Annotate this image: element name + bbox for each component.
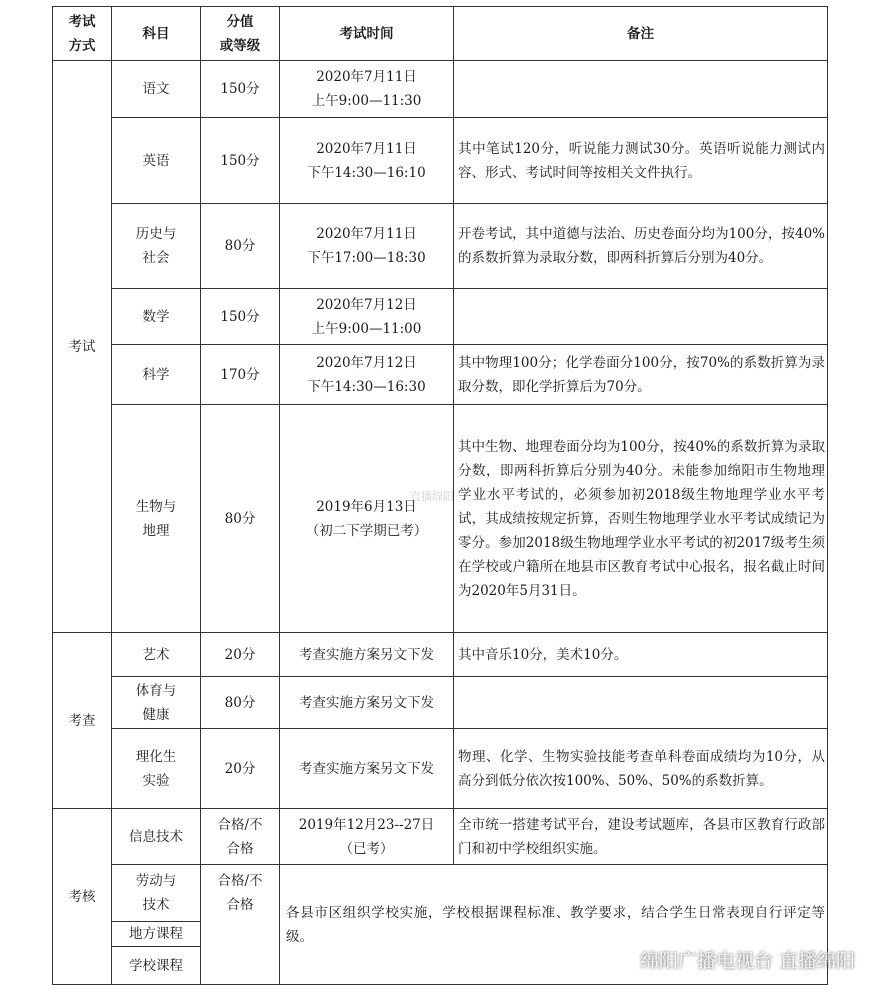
note-cell: 物理、化学、生物实验技能考查单科卷面成绩均为10分，从高分到低分依次按100%、50%、50%的系数折算。 — [454, 729, 828, 809]
table-row — [53, 118, 828, 204]
note-cell: 开卷考试，其中道德与法治、历史卷面分均为100分，按40%的系数折算为录取分数，即两科折算后分别为40分。 — [454, 204, 828, 289]
header-method: 考试 方式 — [53, 7, 112, 61]
table-row — [53, 289, 828, 345]
subject-cell: 劳动与 技术 — [112, 865, 201, 922]
subject-cell: 生物与 地理 — [112, 405, 201, 633]
table-row — [53, 677, 828, 729]
group-exam: 考试 — [53, 61, 112, 633]
time-cell: 2020年7月11日 下午17:00—18:30 — [280, 204, 454, 289]
score-cell: 170分 — [201, 345, 280, 405]
table-row — [53, 405, 828, 633]
note-cell — [454, 61, 828, 118]
table-row — [53, 204, 828, 289]
subject-cell: 地方课程 — [112, 922, 201, 947]
header-subject: 科目 — [112, 7, 201, 61]
faint-stamp: 直播绵阳 — [410, 490, 454, 503]
table-row — [53, 809, 828, 865]
note-cell — [454, 289, 828, 345]
score-cell: 合格/不 合格 — [201, 809, 280, 865]
score-cell: 20分 — [201, 633, 280, 677]
time-cell: 2020年7月11日 上午9:00—11:30 — [280, 61, 454, 118]
table-row — [53, 61, 828, 118]
subject-cell: 语文 — [112, 61, 201, 118]
header-score: 分值 或等级 — [201, 7, 280, 61]
score-cell: 20分 — [201, 729, 280, 809]
score-cell: 150分 — [201, 118, 280, 204]
score-cell: 150分 — [201, 61, 280, 118]
wechat-icon — [608, 949, 634, 971]
time-cell: 2019年12月23--27日 （已考） — [280, 809, 454, 865]
time-cell: 2019年6月13日 （初二下学期已考） — [280, 405, 454, 633]
score-cell: 80分 — [201, 405, 280, 633]
group-check: 考查 — [53, 633, 112, 809]
subject-cell: 历史与 社会 — [112, 204, 201, 289]
time-cell: 2020年7月12日 上午9:00—11:00 — [280, 289, 454, 345]
time-cell: 2020年7月12日 下午14:30—16:30 — [280, 345, 454, 405]
watermark-text: 绵阳广播电视台 直播绵阳 — [639, 950, 855, 972]
subject-cell: 英语 — [112, 118, 201, 204]
time-cell: 考查实施方案另文下发 — [280, 633, 454, 677]
table-row — [53, 633, 828, 677]
note-cell: 其中物理100分；化学卷面分100分，按70%的系数折算为录取分数，即化学折算后为70分。 — [454, 345, 828, 405]
header-time: 考试时间 — [280, 7, 454, 61]
time-cell: 2020年7月11日 下午14:30—16:10 — [280, 118, 454, 204]
table-row — [53, 729, 828, 809]
table-row — [53, 865, 828, 922]
header-row — [53, 7, 828, 61]
note-cell: 其中音乐10分，美术10分。 — [454, 633, 828, 677]
group-assess: 考核 — [53, 809, 112, 985]
score-cell: 80分 — [201, 677, 280, 729]
header-note: 备注 — [454, 7, 828, 61]
table-row — [53, 345, 828, 405]
time-cell: 考查实施方案另文下发 — [280, 677, 454, 729]
note-cell: 其中笔试120分，听说能力测试30分。英语听说能力测试内容、形式、考试时间等按相关文件执行。 — [454, 118, 828, 204]
subject-cell: 理化生 实验 — [112, 729, 201, 809]
score-cell: 合格/不 合格 — [201, 865, 280, 985]
time-cell: 考查实施方案另文下发 — [280, 729, 454, 809]
subject-cell: 艺术 — [112, 633, 201, 677]
score-cell: 150分 — [201, 289, 280, 345]
score-cell: 80分 — [201, 204, 280, 289]
note-cell: 各县市区组织学校实施，学校根据课程标准、教学要求，结合学生日常表现自行评定等级。 — [280, 865, 828, 985]
watermark — [608, 946, 855, 973]
subject-cell: 数学 — [112, 289, 201, 345]
note-cell — [454, 677, 828, 729]
subject-cell: 体育与 健康 — [112, 677, 201, 729]
note-cell: 全市统一搭建考试平台，建设考试题库，各县市区教育行政部门和初中学校组织实施。 — [454, 809, 828, 865]
subject-cell: 科学 — [112, 345, 201, 405]
subject-cell: 信息技术 — [112, 809, 201, 865]
note-cell: 其中生物、地理卷面分均为100分，按40%的系数折算为录取分数，即两科折算后分别为40分。未能参加绵阳市生物地理学业水平考试的，必须参加初2018级生物地理学业水平考试，其成绩按规定折算，否则生物地理学业水平考试成绩记为零分。参加2018级生物地理学业水平考试的初2017级考生须在学校或户籍所在地县市区教育考试中心报名，报名截止时间为2020年5月31日。 — [454, 405, 828, 633]
subject-cell: 学校课程 — [112, 947, 201, 985]
